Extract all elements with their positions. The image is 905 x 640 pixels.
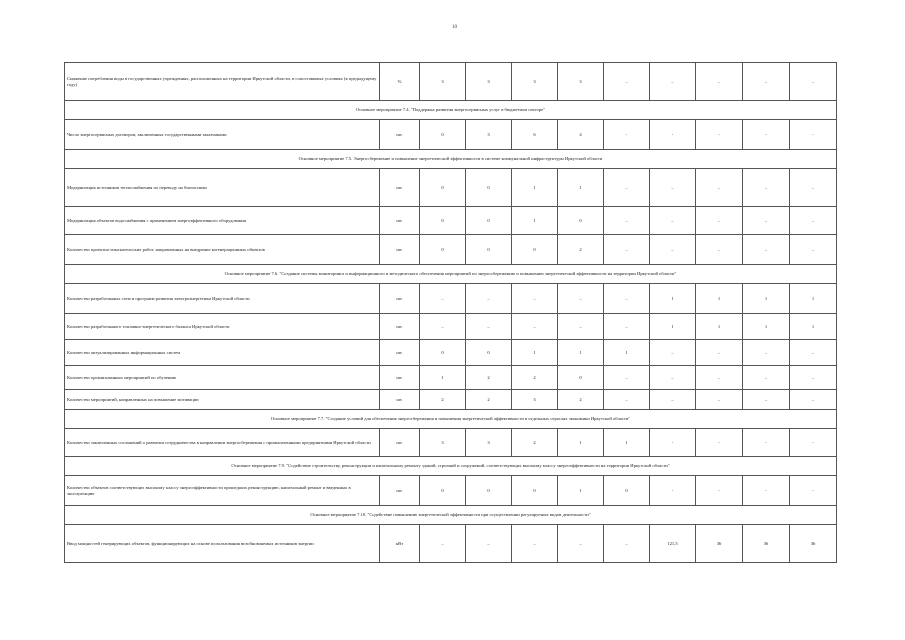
value-cell: - (696, 120, 743, 150)
value-cell: 1 (420, 366, 466, 390)
unit-cell: шт. (380, 284, 420, 314)
value-cell: – (420, 314, 466, 340)
indicator-name: Количество объектов соответствующих высокому классу энергоэффективности прошедших реконструкцию, капитальный ремонт и введенных в эксплуатацию (65, 476, 380, 506)
value-cell: 1 (558, 429, 604, 457)
value-cell: 1 (790, 314, 837, 340)
value-cell: – (696, 63, 743, 101)
table-row (65, 284, 837, 314)
value-cell: 4 (558, 120, 604, 150)
indicator-name: Количество разработанного топливно-энергетического баланса Иркутской области (65, 314, 380, 340)
value-cell: 1 (558, 340, 604, 366)
value-cell: 2 (512, 429, 558, 457)
section-title: Основное мероприятие 7.9. "Содействие строительству, реконструкции и капитальному ремонту зданий, строений и сооружений, соответствующих высокому классу энергоэффективности на территории Иркутской области" (65, 457, 837, 476)
indicators-table (64, 62, 837, 563)
value-cell: 1 (696, 284, 743, 314)
table-row (65, 340, 837, 366)
value-cell: 1 (743, 314, 790, 340)
value-cell: – (696, 390, 743, 410)
value-cell: 3 (512, 63, 558, 101)
table-body (65, 63, 837, 563)
value-cell: – (604, 525, 650, 563)
value-cell: 36 (790, 525, 837, 563)
section-row (65, 265, 837, 284)
page-number: 10 (452, 25, 457, 30)
value-cell: 36 (743, 525, 790, 563)
value-cell: 121,5 (650, 525, 696, 563)
unit-cell: шт. (380, 429, 420, 457)
value-cell: – (512, 284, 558, 314)
value-cell: 3 (466, 63, 512, 101)
section-row (65, 150, 837, 169)
value-cell: - (650, 476, 696, 506)
value-cell: – (604, 63, 650, 101)
value-cell: – (512, 314, 558, 340)
value-cell: 0 (466, 476, 512, 506)
unit-cell: шт. (380, 207, 420, 235)
table-row (65, 314, 837, 340)
value-cell: 0 (466, 340, 512, 366)
indicator-name: Ввод мощностей генерирующих объектов, функционирующих на основе использования возобновляемых источников энергии (65, 525, 380, 563)
unit-cell: шт. (380, 340, 420, 366)
value-cell: – (743, 169, 790, 207)
value-cell: 2 (466, 390, 512, 410)
value-cell: – (604, 169, 650, 207)
indicator-name: Модернизация источников теплоснабжения по переводу на биотопливо (65, 169, 380, 207)
value-cell: 0 (420, 340, 466, 366)
indicator-name: Количество проектно-изыскательских работ, направленных на внедрение когенерационных объектов (65, 235, 380, 265)
unit-cell: % (380, 63, 420, 101)
section-row (65, 101, 837, 120)
value-cell: - (743, 120, 790, 150)
value-cell: 1 (650, 314, 696, 340)
value-cell: – (790, 366, 837, 390)
value-cell: - (696, 476, 743, 506)
value-cell: 0 (512, 235, 558, 265)
value-cell: – (790, 207, 837, 235)
table-row (65, 390, 837, 410)
value-cell: 1 (790, 284, 837, 314)
unit-cell: шт. (380, 169, 420, 207)
unit-cell: шт. (380, 366, 420, 390)
value-cell: – (558, 314, 604, 340)
value-cell: 0 (420, 120, 466, 150)
table-row (65, 63, 837, 101)
table-row (65, 120, 837, 150)
value-cell: - (790, 120, 837, 150)
value-cell: – (420, 284, 466, 314)
value-cell: 0 (420, 476, 466, 506)
value-cell: 2 (558, 390, 604, 410)
value-cell: - (650, 429, 696, 457)
value-cell: 3 (466, 429, 512, 457)
value-cell: – (743, 63, 790, 101)
value-cell: 2 (558, 235, 604, 265)
value-cell: – (420, 525, 466, 563)
table-row (65, 169, 837, 207)
value-cell: - (790, 429, 837, 457)
table-row (65, 235, 837, 265)
value-cell: – (743, 207, 790, 235)
value-cell: 3 (420, 429, 466, 457)
value-cell: 3 (512, 390, 558, 410)
value-cell: – (650, 235, 696, 265)
section-title: Основное мероприятие 7.10. "Содействие повышению энергетической эффективности при осуществлении регулируемых видов деятельности" (65, 506, 837, 525)
value-cell: 6 (512, 120, 558, 150)
section-title: Основное мероприятие 7.5. Энергосбережение и повышение энергетической эффективности в системе коммунальной инфраструктуры Иркутской области (65, 150, 837, 169)
value-cell: 0 (512, 476, 558, 506)
unit-cell: шт. (380, 314, 420, 340)
value-cell: - (604, 120, 650, 150)
value-cell: 36 (696, 525, 743, 563)
value-cell: 0 (604, 476, 650, 506)
section-title: Основное мероприятие 7.7. "Создание условий для обеспечения энергосбережения и повышения энергетической эффективности в отдельных отраслях экономики Иркутской области" (65, 410, 837, 429)
value-cell: - (790, 476, 837, 506)
value-cell: – (650, 207, 696, 235)
value-cell: 0 (420, 207, 466, 235)
value-cell: – (790, 390, 837, 410)
value-cell: 1 (696, 314, 743, 340)
table-row (65, 429, 837, 457)
value-cell: 2 (512, 366, 558, 390)
value-cell: 3 (466, 120, 512, 150)
value-cell: – (650, 390, 696, 410)
table-row (65, 476, 837, 506)
value-cell: – (790, 340, 837, 366)
value-cell: 3 (558, 63, 604, 101)
value-cell: – (696, 169, 743, 207)
unit-cell: кВт (380, 525, 420, 563)
indicator-name: Количество организованных мероприятий по обучению (65, 366, 380, 390)
value-cell: 1 (650, 284, 696, 314)
table-row (65, 525, 837, 563)
value-cell: – (696, 340, 743, 366)
section-row (65, 410, 837, 429)
value-cell: – (604, 284, 650, 314)
value-cell: – (512, 525, 558, 563)
unit-cell: шт. (380, 235, 420, 265)
value-cell: – (696, 235, 743, 265)
section-row (65, 457, 837, 476)
value-cell: 3 (420, 63, 466, 101)
value-cell: – (743, 235, 790, 265)
value-cell: 0 (558, 366, 604, 390)
value-cell: - (650, 120, 696, 150)
value-cell: 1 (512, 207, 558, 235)
value-cell: – (466, 525, 512, 563)
value-cell: 2 (466, 366, 512, 390)
value-cell: – (743, 366, 790, 390)
value-cell: 2 (420, 390, 466, 410)
section-row (65, 506, 837, 525)
indicator-name: Количество актуализированных информационных систем (65, 340, 380, 366)
value-cell: – (790, 169, 837, 207)
value-cell: 0 (466, 169, 512, 207)
unit-cell: шт. (380, 476, 420, 506)
value-cell: – (604, 314, 650, 340)
value-cell: 1 (558, 169, 604, 207)
indicator-name: Количество мероприятий, направленных на повышение мотивации (65, 390, 380, 410)
indicator-name: Снижение потребления воды в государственных учреждениях, расположенных на территории Иркутской области, в сопоставимых условиях (к предыдущему году) (65, 63, 380, 101)
unit-cell: шт. (380, 390, 420, 410)
value-cell: – (650, 366, 696, 390)
value-cell: – (466, 314, 512, 340)
table-row (65, 366, 837, 390)
value-cell: – (650, 169, 696, 207)
value-cell: - (743, 429, 790, 457)
value-cell: – (604, 235, 650, 265)
table-row (65, 207, 837, 235)
indicator-name: Количество разработанных схем и программ развития электроэнергетики Иркутской области (65, 284, 380, 314)
value-cell: - (743, 476, 790, 506)
value-cell: – (790, 235, 837, 265)
value-cell: 1 (558, 476, 604, 506)
section-title: Основное мероприятие 7.4. "Поддержка развития энергосервисных услуг в бюджетном секторе" (65, 101, 837, 120)
value-cell: 1 (512, 340, 558, 366)
value-cell: 1 (512, 169, 558, 207)
value-cell: 0 (466, 235, 512, 265)
unit-cell: шт. (380, 120, 420, 150)
indicator-name: Количество заключенных соглашений о развитии сотрудничества в направлении энергосбережения с промышленными предприятиями Иркутской области (65, 429, 380, 457)
value-cell: – (790, 63, 837, 101)
value-cell: 0 (420, 235, 466, 265)
value-cell: 0 (558, 207, 604, 235)
value-cell: – (650, 63, 696, 101)
value-cell: – (558, 284, 604, 314)
value-cell: – (558, 525, 604, 563)
value-cell: – (604, 366, 650, 390)
value-cell: 0 (420, 169, 466, 207)
value-cell: 1 (604, 429, 650, 457)
value-cell: – (743, 340, 790, 366)
indicator-name: Число энергосервисных договоров, заключенных государственными заказчиками (65, 120, 380, 150)
value-cell: 0 (466, 207, 512, 235)
value-cell: 1 (604, 340, 650, 366)
value-cell: – (650, 340, 696, 366)
value-cell: – (604, 390, 650, 410)
value-cell: – (466, 284, 512, 314)
value-cell: – (743, 390, 790, 410)
value-cell: 1 (743, 284, 790, 314)
section-title: Основное мероприятие 7.6. "Создание системы мониторинга и информационного и методического обеспечения мероприятий по энергосбережению и повышению энергетической эффективности на территории Иркутской области" (65, 265, 837, 284)
indicator-name: Модернизация объектов водоснабжения с применением энергоэффективного оборудования (65, 207, 380, 235)
value-cell: - (696, 429, 743, 457)
value-cell: – (604, 207, 650, 235)
value-cell: – (696, 366, 743, 390)
value-cell: – (696, 207, 743, 235)
